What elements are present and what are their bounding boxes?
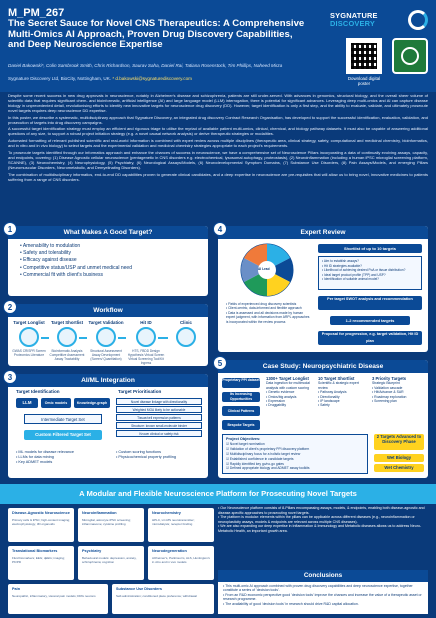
list-item: • Amenability to modulation (20, 243, 132, 250)
pillar-title: Neurodegeneration (152, 549, 187, 553)
expert-notes (226, 302, 312, 324)
list-item: • Validation cascade (372, 385, 403, 390)
pillar-title: Substance Use Disorders (116, 587, 163, 591)
panel-good-target (8, 226, 208, 296)
wheel-center-label: AI Lead (258, 267, 270, 271)
pillar-card (78, 546, 144, 580)
pillar-card (8, 508, 74, 542)
list-item: • Fields of experienced drug discovery scientists (226, 302, 297, 306)
list-item: • Roadmap exploration (372, 394, 407, 399)
list-item: • Client-centric, data-informed and flexible approach (226, 306, 302, 311)
logo-text (330, 12, 378, 28)
section-number: 4 (213, 222, 227, 236)
wet-biology: Wet Biology (374, 454, 424, 462)
pillar-lines: Alzheimer's, Parkinson's, ALS, Huntington's in vitro and in vivo models (152, 556, 210, 564)
list-item: • ML models for disease relevance (16, 450, 74, 454)
qr-pattern (351, 43, 377, 69)
pillar-card (148, 508, 214, 542)
question-item: • Hit ID strategies available? (322, 263, 362, 268)
column-title: 10 Target Shortlist (318, 376, 355, 381)
panel-ai-ml (8, 374, 208, 478)
case-label: Bespoke Targets (222, 420, 260, 430)
award-badge-icon (392, 38, 428, 74)
pillar-title: Pain (12, 587, 21, 591)
list-item: • LLMs for data mining (16, 454, 54, 459)
abstract (8, 94, 428, 218)
workflow-step-sub: HTS, FBDD Design Hypothesis Virtual Screen Virtual Screening Tool/Kit Ingress (127, 349, 165, 365)
pillar-card (8, 584, 108, 614)
flow-arrow (118, 337, 126, 339)
pillar-card (112, 584, 214, 614)
qr-caption: Download digital poster (347, 76, 381, 86)
target-icon (57, 327, 77, 347)
question-item: • Identification of suitable animal model? (322, 277, 379, 282)
panel-case-study (218, 360, 428, 478)
workflow-step-label: Target Shortlist (50, 320, 84, 325)
case-label: Its Increasing Opportunities (222, 392, 260, 402)
questions-box (318, 256, 422, 290)
shortlist-column (318, 377, 368, 408)
column-title: 3 Priority Targets (372, 376, 407, 381)
pillar-title: Neuroinflammation (82, 511, 117, 515)
input-omic: Omic models (41, 398, 71, 408)
objectives-title: Project Objectives: (226, 437, 261, 441)
list-item: • The platform is modular: elements within the pillars can be applicable across different diseases (e.g., neuroinflammation or neuroplasticity assays, models & endpoints are relevant across multiple CNS diseases). (218, 515, 428, 524)
conclusions-list (218, 582, 428, 614)
column-sub: Data ingestion for multimodal analysis with custom scoring (266, 381, 310, 390)
pillar-lines: Neuropathic, inflammatory, visceral pain models; DRG neurons (12, 594, 96, 598)
logo-mark-icon (408, 10, 428, 30)
pillar-card (148, 546, 214, 580)
priority-column (372, 377, 424, 403)
panel-title: AI/ML Integration (8, 374, 208, 387)
panel-title: Expert Review (218, 226, 428, 239)
list-item: • Custom scoring functions (116, 450, 162, 454)
longlist-column (266, 377, 314, 408)
workflow-step-label: Hit ID (140, 320, 152, 325)
affiliation (8, 76, 308, 81)
badge-ring (401, 47, 419, 65)
panel-title: Case Study: Neuropsychiatric Disease (218, 360, 428, 373)
pillar-card (78, 508, 144, 542)
pillar-lines: Fluid biomarkers; EEG; qEEG; imaging; PK/PD (12, 556, 65, 564)
column-title: 1300+ Target Longlist (266, 376, 309, 381)
question-item: • Aim to establish assays? (322, 259, 359, 263)
list-item: • Data is assessed and all decisions made by human expert judgment, with information from ARPL approaches is incorporated within the review process (226, 310, 310, 324)
column-sub: Strategic Blueprint (372, 381, 400, 386)
email-link[interactable]: * d.bakowski@sygnaturediscovery.com (112, 76, 192, 81)
logo-line1: SYGNATURE (330, 11, 378, 20)
input-knowledge: Knowledge-graph (74, 398, 110, 408)
authors: Daniel Bakowski*, Colin Sambrook Smith, Chris Richardson, Saurav Saha, Daniel Rai, Tatiana Rosenstock, Tim Phillips, Naheed Mirza (8, 63, 283, 68)
priority-criterion: Structure: known small-molecule binder (116, 422, 202, 429)
list-item: • Our Neuroscience platform consists of 8-Pillars encompassing assays, models, & endpoints, enabling both disease-agnostic and disease-specific approaches to prosecuting novel targets. (218, 506, 428, 515)
priority-criterion: Novel disease linkage with directionality (116, 398, 202, 405)
panel-title: What Makes A Good Target? (8, 226, 208, 239)
ai-list-right (116, 450, 176, 460)
recommended-box: 1-2 recommended targets (330, 316, 410, 325)
poster-id: M_PM_267 (8, 7, 65, 19)
list-item: • Safety (318, 403, 330, 408)
pillar-title: Translational Biomarkers (12, 549, 58, 553)
good-target-list (20, 243, 132, 279)
objective-item: ☑ Novel target nomination (226, 441, 265, 446)
list-item: • Pathway Analysis (318, 390, 347, 395)
conclusions-title: Conclusions (218, 570, 428, 582)
target-identification-heading: Target Identification (16, 389, 60, 394)
pillar-lines: Primary cells & iPSC; high-content imaging; electrophysiology; 3D organoids (12, 518, 71, 526)
target-prioritisation-heading: Target Prioritisation (118, 389, 162, 394)
workflow-step-label: Target Longlist (13, 320, 45, 325)
logo-line2: DISCOVERY (330, 19, 376, 28)
pillar-card (8, 546, 74, 580)
abstract-paragraph: The combination of multidisciplinary informatics, end-to-end DD capabilities proven to generate clinical candidates, and a deep expertise in neuroscience are pre-requisites that will allow us to bring novel, innovative medicines to patients suffering from a range of CNS disorders. (8, 171, 428, 182)
case-label: Clinical Patterns (222, 406, 260, 416)
question-item: • Ideal target product profile (TPP) and USP? (322, 272, 386, 277)
workflow-step-label: Target Validation (88, 320, 124, 325)
pillar-lines: Behavioural models: depression, anxiety, schizophrenia; cognition (82, 556, 137, 564)
pillar-lines: Microglial, astrocyte iPSC screening; inflammasome; cytokine profiling (82, 518, 131, 526)
list-item: • Key ADMET models (16, 459, 53, 464)
pillar-title: Disease-Agnostic Neuroscience (12, 511, 70, 515)
panel-workflow (8, 304, 208, 366)
list-item: • IP landscape (318, 399, 340, 404)
shortlist-box: Shortlist of up to 10 targets (318, 244, 422, 253)
abstract-paragraph: In this poster, we describe a systematic, multidisciplinary approach that Sygnature Discovery, an integrated drug discovery Contract Research Organisation, has developed to support the successful identification, evaluation, validation, and prosecution of targets into drug discovery campaigns. (8, 114, 428, 125)
section-number: 2 (3, 300, 17, 314)
abstract-paragraph: Despite some recent success in new drug approvals in neuroscience, notably in Alzheimer's disease and schizophrenia, patients are still under-served. With advances in genomics, structural biology, and the overall sheer volume of scientific data that requires significant chem- and bioinformatic, artificial intelligence (AI) and large language model (LLM) interrogation, there is potential for significant advances. Leveraging deep multi-omics and AI can capture disease biology in unprecedented detail, revolutionising efforts to identify new innovative targets for neuroscience drug discovery (DD). However, target identification is only a first step, and the ability to evaluate, validate, and ultimately prosecute novel targets requires deep neuroscience DD expertise. (8, 93, 428, 113)
abstract-paragraph: Automated formatting of relevant published scientific and real-world information is combined with expert review across multiple disciplines (therapeutic area, clinical strategy, safety, computational and medicinal chemistry, bioinformatics, and in vitro and in vivo biology) to select targets and the experimental validation and medicinal chemistry strategies appropriate to each project's requirements. (8, 138, 428, 149)
list-item: • Omics/big analysis (266, 394, 297, 399)
list-item: • From an R&D economic perspective good 'decision tools' improve the chances and increase the value of a therapeutic asset or research programme. (223, 593, 423, 602)
flow-arrow (41, 337, 49, 339)
objective-item: ☑ Defined appropriate biology and ADMET assay toolkits (226, 466, 310, 471)
priority-criterion: Tissue/cell expression patterns (116, 414, 202, 421)
objective-item: ☑ Rapidly identified key go/no-go gates (226, 461, 284, 466)
section-number: 1 (3, 222, 17, 236)
poster-title: The Secret Sauce for Novel CNS Therapeutics: A Comprehensive Multi-Omics AI Approach, Proven Drug Discovery Capabilities, and Deep Neuroscience Expertise (8, 18, 305, 51)
wet-chemistry: Wet Chemistry (374, 464, 424, 472)
list-item: • Druggability (266, 403, 287, 408)
pill-icon (176, 327, 196, 347)
list-item: • Safety and tolerability (20, 250, 132, 257)
list-item: • Expression (266, 399, 285, 404)
list-item: • Commercial fit with client's business (20, 272, 132, 279)
list-item: • Efficacy against disease (20, 257, 132, 264)
proposal-box: Proposal for progression, e.g. target validation, Hit ID plan (318, 331, 422, 345)
section-number: 3 (3, 370, 17, 384)
abstract-paragraph: A successful target identification strategy must employ an efficient and rigorous triage to utilise the myriad of available patient multi-omics, clinical, chemical, and biology pathway datasets. It must also be capable of answering additional questions of any size, to support a robust project initiation strategy (e.g. a novel causal network analysis) or derive therapeutic strategies or modalities. (8, 126, 428, 137)
ai-list-left (16, 450, 74, 464)
workflow-step-sub: Structural Assessment Assay Development (Screen/ Quantitation) (90, 349, 122, 361)
list-item: • Screening plan (372, 399, 397, 404)
list-item: • Directionality (318, 394, 340, 399)
input-llm: LLM (16, 398, 38, 408)
question-item: • Likelihood of achieving desired PoA or tissue distribution? (322, 268, 406, 273)
objective-item: ☑ Validation of client's proprietary PPI discovery platform (226, 446, 310, 451)
intermediate-target-set: Intermediate Target Set (24, 414, 102, 424)
panel-expert-review (218, 226, 428, 352)
pillar-lines: Self-administration; conditioned place preference; withdrawal (116, 594, 197, 598)
flow-arrow (79, 337, 87, 339)
list-item: • Hit/Advance & SAR (372, 390, 404, 395)
abstract-paragraph: To prosecute targets identified through our informatics approach and enhance the chances of success in neuroscience, we have a comprehensive set of Neuroscience Pillars incorporating a data of continually evolving assays, capacity, and endpoints, covering: (1) Disease Agnostic cellular neuroscience (pentagenetic in CNS disorders e.g. electrochemical, lysosomal autophagy, proteostasis), (2) Neuroinflammation (including a human iPSC microglial screening platform, SCANNE), (3) Neurochemistry, (4) Neurophysiology, (5) Psychiatry, (6) Neurological Assays/Models, (6) Neurodevelopmental Symptom Domains, (7) Substance Use Disorders, (8) Pain Assays/Models, and emerging Pillars (Neuromuscular Disorders, Neurometabolic, and Demyelinating Disorders). (8, 150, 428, 170)
qr-code-icon[interactable] (346, 38, 382, 74)
panel-title: Workflow (8, 304, 208, 317)
pillar-title: Psychiatry (82, 549, 102, 553)
platform-band-title: A Modular and Flexible Neuroscience Platform for Prosecuting Novel Targets (0, 484, 436, 504)
list-item: • Physicochemical property profiling (116, 454, 177, 459)
list-item: • The availability of good 'decision tools' in research should drive R&D capital allocation. (223, 602, 423, 606)
sygnature-logo (330, 10, 428, 32)
molecule-icon (136, 327, 156, 347)
flask-icon (96, 327, 116, 347)
list-item: • This multi-omic AI approach combined with proven drug discovery capabilities and deep neuroscience expertise, together constitute a series of 'decision tools'. (223, 584, 423, 593)
objective-item: ☑ Established confidence in candidate targets (226, 456, 294, 461)
custom-target-set: Custom Filtered Target Set (24, 430, 102, 440)
flow-arrow (158, 337, 168, 339)
objectives-box (222, 434, 368, 474)
advanced-targets: 2 Targets Advanced to Discovery Phase (374, 434, 424, 450)
section-number: 5 (213, 356, 227, 370)
list-item: • Competitive status/USP and unmet medical need (20, 265, 132, 272)
affiliation-text: Sygnature Discovery Ltd, BioCity, Nottingham, UK. (8, 76, 112, 81)
workflow-step-label: Clinic (180, 320, 192, 325)
list-item: • We are also expanding our deep expertise in Inflammation & Immunology and Metabolic diseases allows us to address Neuro-Metabolic Health, an important growth area. (218, 524, 428, 533)
list-item: • Genetic evidence (266, 390, 295, 395)
dna-icon (19, 327, 39, 347)
workflow-step-sub: GWAS CRISPR Screen Proteomics Literature (12, 349, 46, 357)
swot-box: Per target SWOT analysis and recommendation (318, 296, 422, 310)
pillar-lines: HPLC, LC-MS neurotransmitter; microdialysis; receptor binding (152, 518, 195, 526)
case-label: Proprietary PPI dataset (222, 378, 260, 388)
objective-item: ☑ Multidisciplinary focus for a holistic target review (226, 451, 301, 456)
pillar-title: Neurochemistry (152, 511, 181, 515)
priority-criterion: Known clinical or safety risk (116, 430, 202, 437)
column-sub: Scientific & strategic expert review (318, 381, 359, 390)
platform-bullets (218, 506, 428, 568)
workflow-step-sub: Bioinformatic Analysis Competitive Assessment Assay Tractability (49, 349, 85, 361)
priority-criterion: Weighted MOA likely to be actionable (116, 406, 202, 413)
